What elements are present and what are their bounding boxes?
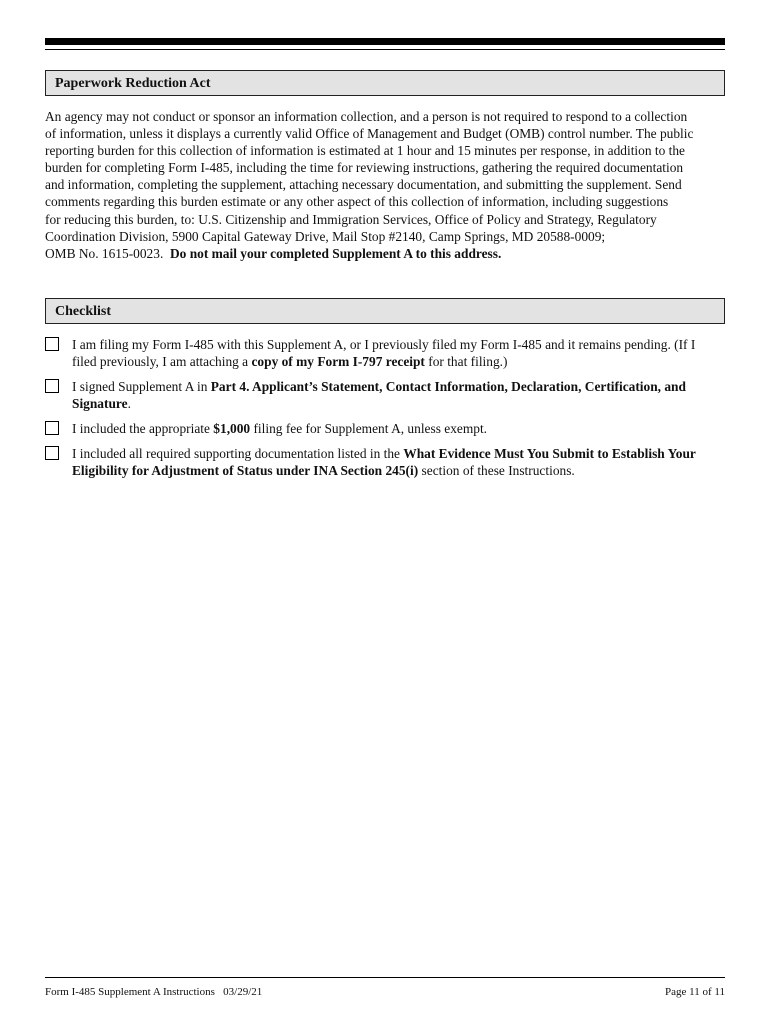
top-rule-thin [45, 49, 725, 50]
top-rule [45, 38, 725, 45]
item-text-line [72, 420, 727, 437]
item-text: I included all required supporting documentation listed in the [72, 446, 404, 461]
item-text: filing fee for Supplement A, unless exempt. [250, 421, 488, 436]
item-text-bold: copy of my Form I-797 receipt [251, 354, 425, 370]
checkbox-documentation[interactable] [45, 446, 59, 460]
item-text-line [72, 353, 727, 370]
checklist-item-text [72, 445, 727, 479]
item-text-line [72, 445, 727, 462]
checklist-item-text [72, 378, 727, 412]
item-text: I included the appropriate [72, 421, 214, 436]
paperwork-line: burden for completing Form I-485, including the time for reviewing instructions, gathering the required documentation [45, 160, 684, 176]
checklist-item-text [72, 420, 727, 437]
paperwork-header: Paperwork Reduction Act [45, 70, 725, 96]
item-text-bold: $1,000 [213, 421, 251, 436]
paperwork-line: for reducing this burden, to: U.S. Citizenship and Immigration Services, Office of Policy and Strategy, Regulatory [45, 211, 657, 227]
paperwork-line: reporting burden for this collection of information is estimated at 1 hour and 15 minutes per response, in addition to the [45, 143, 686, 159]
item-text: section of these Instructions. [418, 463, 575, 479]
item-text-line [72, 395, 727, 412]
paperwork-line: Coordination Division, 5900 Capital Gateway Drive, Mail Stop #2140, Camp Springs, MD 20588-0009; [45, 228, 606, 244]
item-text: for that filing.) [424, 354, 508, 370]
checkbox-signed[interactable] [45, 379, 59, 393]
omb-line [45, 245, 725, 262]
footer-rule [45, 977, 725, 978]
footer-form-id: Form I-485 Supplement A Instructions 03/29/21 [45, 986, 263, 998]
footer-page-number: Page 11 of 11 [665, 986, 725, 998]
item-text-bold: What Evidence Must You Submit to Establish Your [403, 446, 696, 461]
item-text-bold: Signature [72, 396, 128, 412]
omb-number: OMB No. 1615-0023. [45, 245, 170, 261]
item-text: . [127, 396, 131, 412]
paperwork-line: An agency may not conduct or sponsor an information collection, and a person is not required to respond to a collection [45, 109, 688, 124]
item-text: I signed Supplement A in [72, 379, 211, 394]
checklist-item-text [72, 336, 727, 370]
item-text-line [72, 378, 727, 395]
item-text-line: I am filing my Form I-485 with this Supplement A, or I previously filed my Form I-485 and it remains pending. (If I [72, 337, 696, 352]
paperwork-line: of information, unless it displays a currently valid Office of Management and Budget (OMB) control number. The public [45, 126, 694, 142]
checkbox-fee[interactable] [45, 421, 59, 435]
item-text-bold: Eligibility for Adjustment of Status under INA Section 245(i) [72, 463, 419, 479]
paperwork-line: comments regarding this burden estimate or any other aspect of this collection of information, including suggestions [45, 194, 669, 210]
item-text: filed previously, I am attaching a [72, 354, 252, 370]
checklist-header: Checklist [45, 298, 725, 324]
omb-warning: Do not mail your completed Supplement A to this address. [169, 245, 502, 261]
paperwork-body [45, 108, 725, 262]
item-text-bold: Part 4. Applicant’s Statement, Contact Information, Declaration, Certification, and [210, 379, 686, 394]
paperwork-line: and information, completing the supplement, attaching necessary documentation, and submitting the supplement. Send [45, 177, 682, 193]
checkbox-filing[interactable] [45, 337, 59, 351]
item-text-line [72, 462, 727, 479]
